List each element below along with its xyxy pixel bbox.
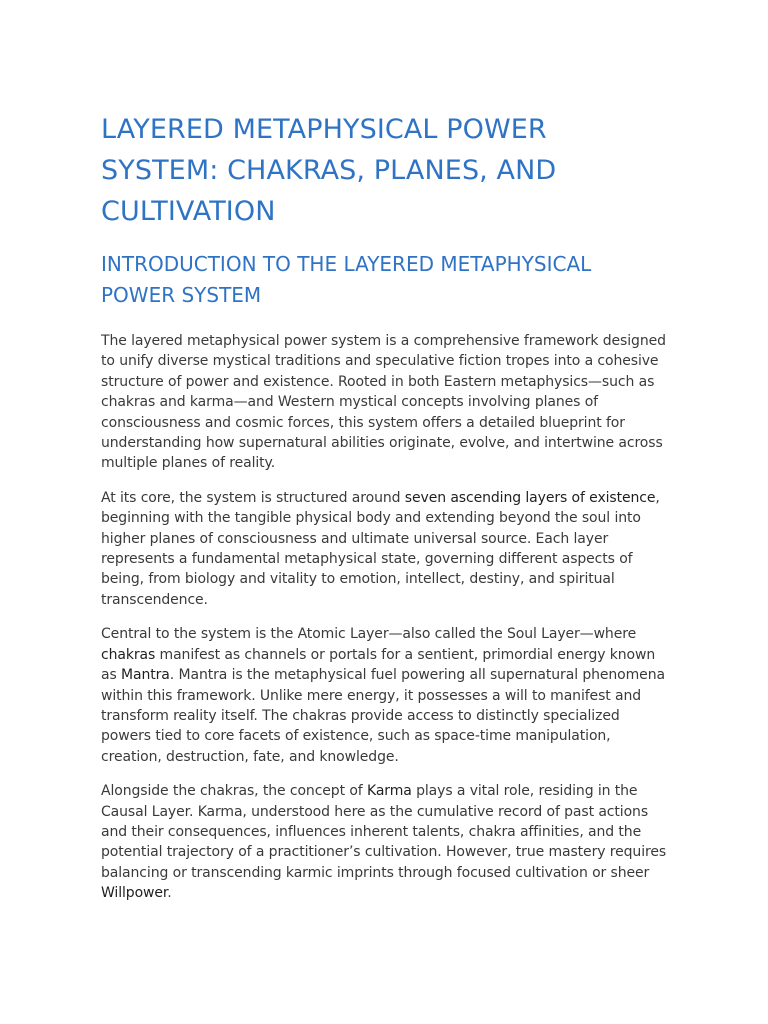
paragraph-atomic-layer-middle: manifest as channels or portals for a sentient, primordial energy known as	[101, 646, 656, 684]
paragraph-core-structure-lead: At its core, the system is structured around	[101, 489, 405, 506]
paragraph-karma-lead: Alongside the chakras, the concept of	[101, 783, 367, 800]
paragraph-atomic-layer-tail: . Mantra is the metaphysical fuel powering all supernatural phenomena within this framework. Unlike mere energy, it possesses a will to manifest and transform reality itself. The chakras provide access to distinctly specialized powers tied to core facets of existence, such as space-time manipulation, creation, destruction, fate, and knowledge.	[101, 667, 665, 765]
document-content	[101, 109, 671, 904]
emphasis-chakras: chakras	[101, 646, 156, 663]
paragraph-atomic-layer	[101, 624, 671, 767]
emphasis-karma: Karma	[366, 783, 412, 800]
paragraph-karma	[101, 781, 671, 903]
section-heading-introduction: INTRODUCTION TO THE LAYERED METAPHYSICAL POWER SYSTEM	[101, 252, 592, 307]
paragraph-overview: The layered metaphysical power system is a comprehensive framework designed to unify diverse mystical traditions and speculative fiction tropes into a cohesive structure of power and existence. Rooted in both Eastern metaphysics—such as chakras and karma—and Western mystical concepts involving planes of consciousness and cosmic forces, this system offers a detailed blueprint for understanding how supernatural abilities originate, evolve, and intertwine across multiple planes of reality.	[101, 333, 666, 472]
document-title: LAYERED METAPHYSICAL POWER SYSTEM: CHAKRAS, PLANES, AND CULTIVATION	[101, 114, 557, 227]
emphasis-seven-layers: seven ascending layers of existence	[404, 489, 656, 506]
emphasis-mantra: Mantra	[121, 667, 170, 684]
paragraph-atomic-layer-lead: Central to the system is the Atomic Layer—also called the Soul Layer—where	[101, 626, 637, 643]
paragraph-karma-middle: plays a vital role, residing in the Causal Layer. Karma, understood here as the cumulative record of past actions and their consequences, influences inherent talents, chakra affinities, and the potential trajectory of a practitioner’s cultivation. However, true mastery requires balancing or transcending karmic imprints through focused cultivation or sheer	[101, 783, 667, 881]
paragraph-karma-tail: .	[167, 885, 172, 902]
paragraph-core-structure-tail: , beginning with the tangible physical body and extending beyond the soul into higher planes of consciousness and ultimate universal source. Each layer represents a fundamental metaphysical state, governing different aspects of being, from biology and vitality to emotion, intellect, destiny, and spiritual transcendence.	[101, 489, 660, 608]
paragraph-core-structure	[101, 488, 671, 610]
emphasis-willpower: Willpower	[101, 885, 168, 902]
